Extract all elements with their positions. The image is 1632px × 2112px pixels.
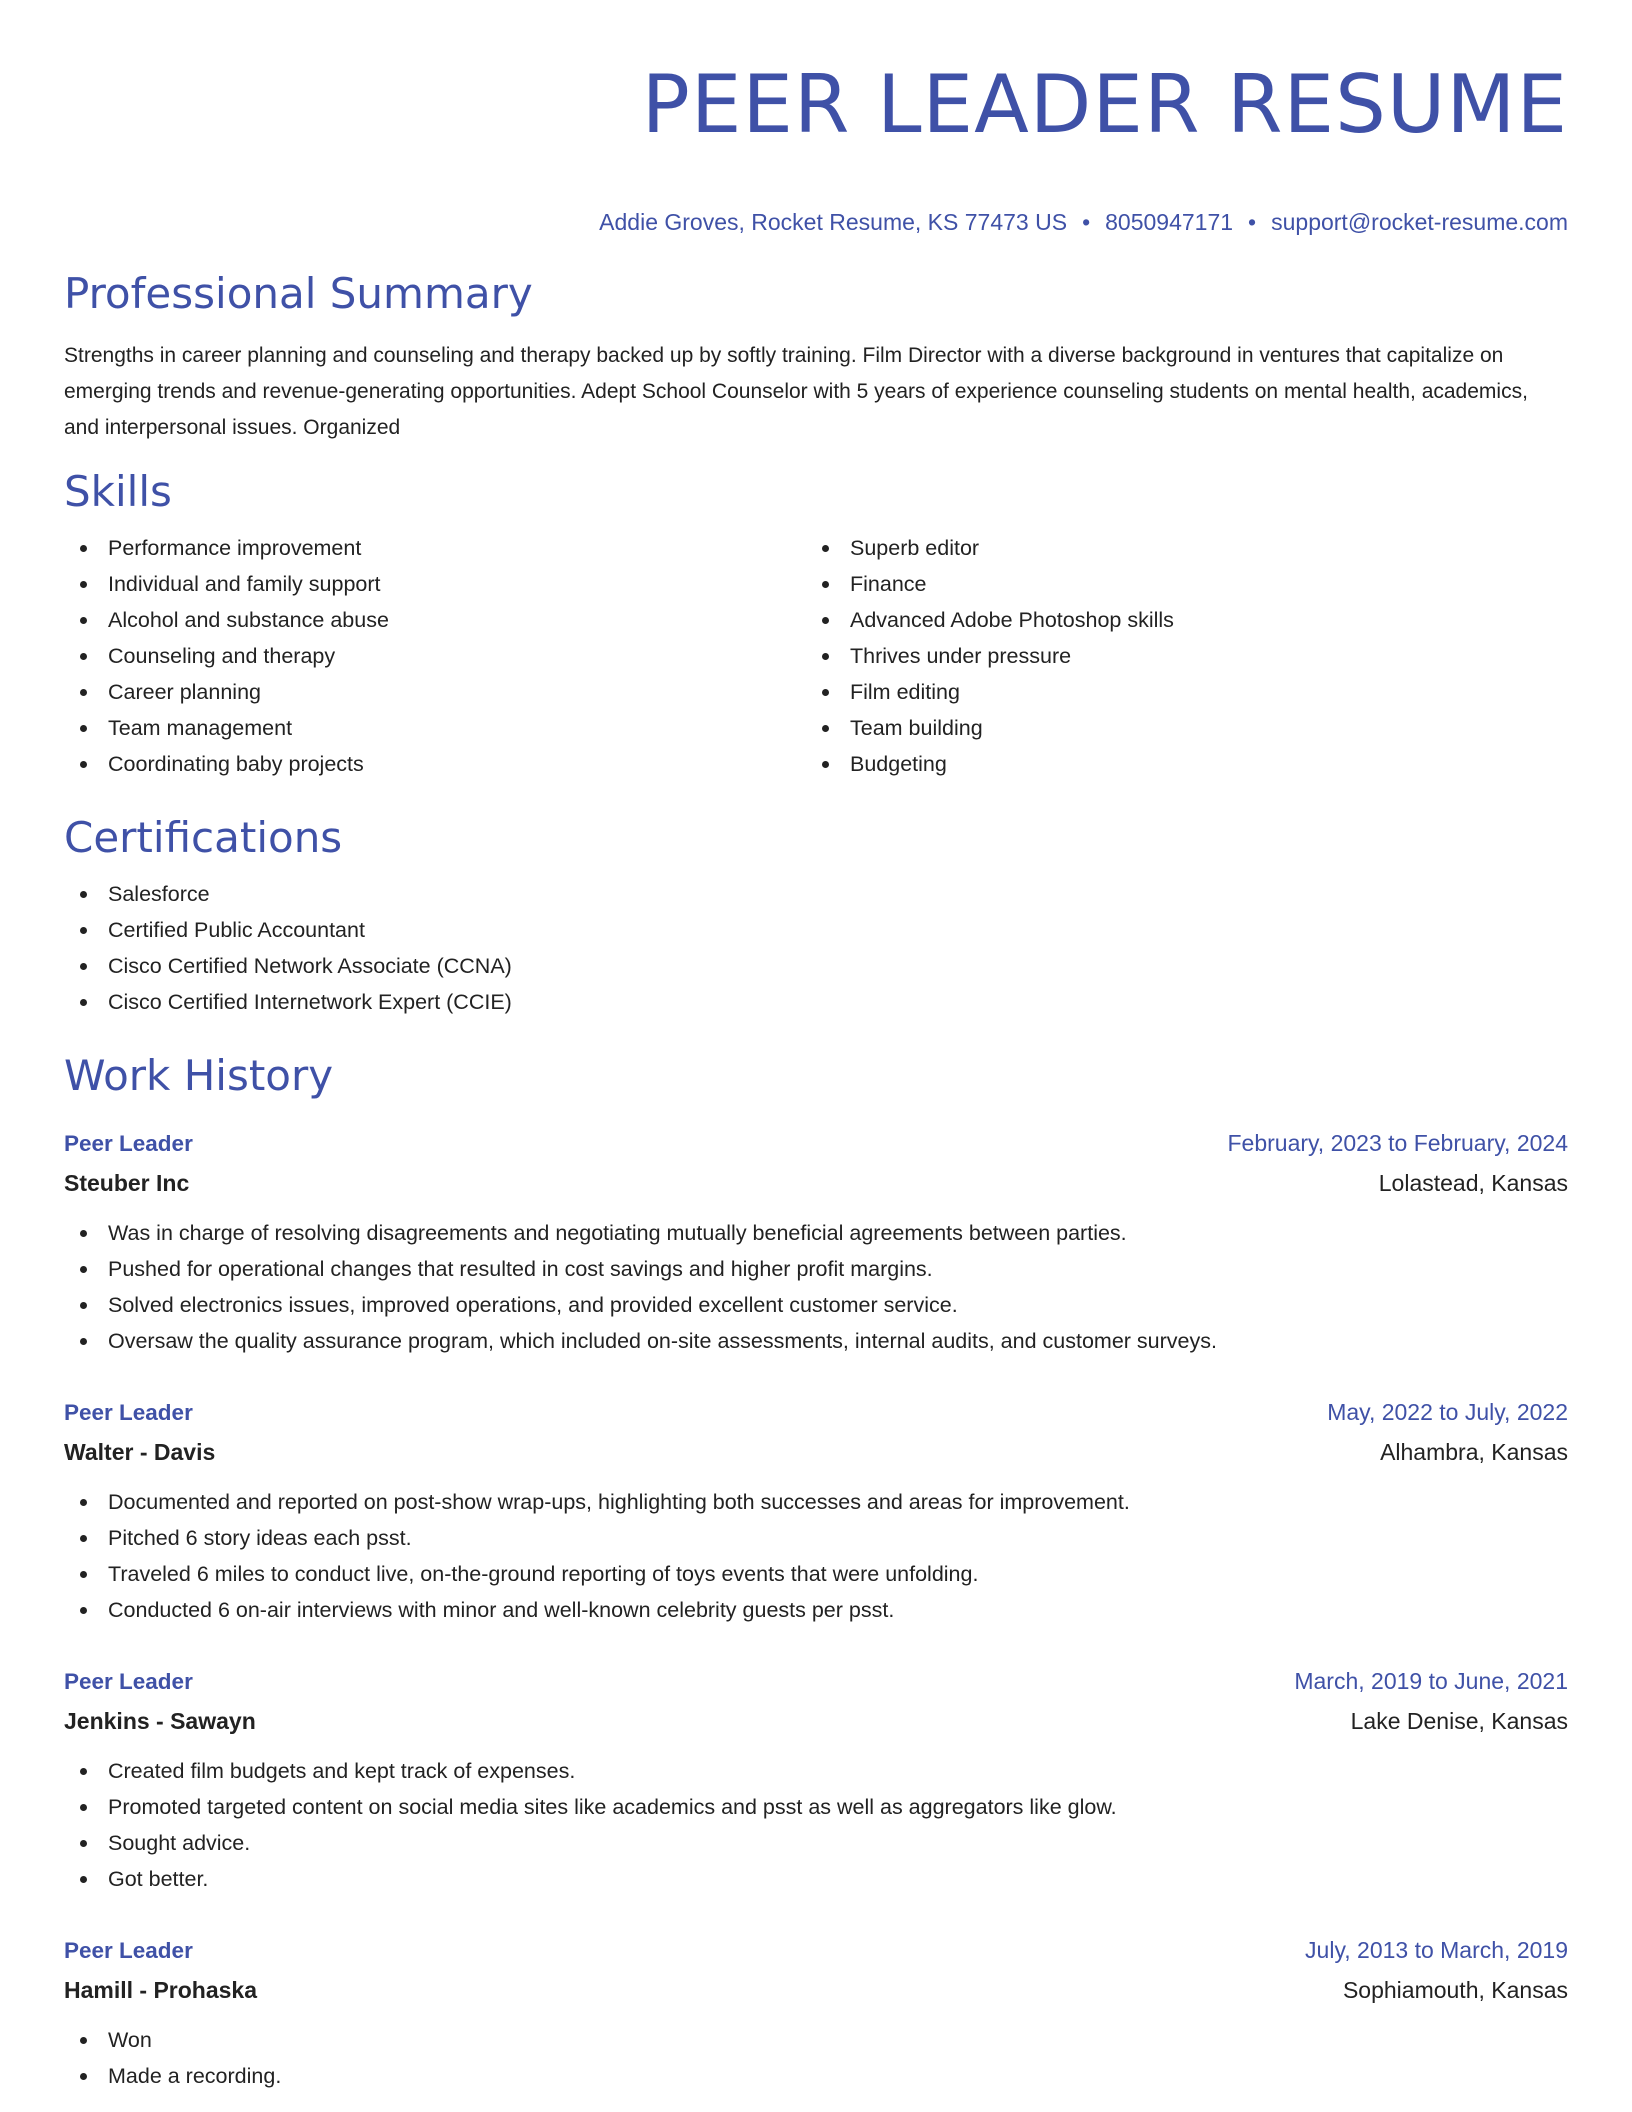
job-role: Peer Leader — [64, 1400, 193, 1425]
job-dates: March, 2019 to June, 2021 — [1294, 1668, 1568, 1694]
contact-separator: • — [1082, 209, 1091, 235]
job-bullet: Created film budgets and kept track of expenses. — [64, 1753, 1568, 1789]
skill-item: Performance improvement — [64, 530, 806, 566]
job-bullets — [64, 2022, 1568, 2094]
contact-email[interactable]: support@rocket-resume.com — [1271, 209, 1568, 235]
certification-item: Salesforce — [64, 876, 1568, 912]
job-bullet: Traveled 6 miles to conduct live, on-the-ground reporting of toys events that were unfolding. — [64, 1556, 1568, 1592]
job-role: Peer Leader — [64, 1938, 193, 1963]
summary-heading: Professional Summary — [64, 269, 533, 318]
skill-item: Individual and family support — [64, 566, 806, 602]
certification-item: Cisco Certified Network Associate (CCNA) — [64, 948, 1568, 984]
job-company: Steuber Inc — [64, 1170, 190, 1196]
job-bullet: Got better. — [64, 1861, 1568, 1897]
skill-item: Counseling and therapy — [64, 638, 806, 674]
job-bullet: Won — [64, 2022, 1568, 2058]
skill-item: Team management — [64, 710, 806, 746]
skills-list-left — [64, 530, 806, 782]
job-location: Alhambra, Kansas — [1380, 1439, 1568, 1465]
contact-separator: • — [1248, 209, 1257, 235]
contact-address: Addie Groves, Rocket Resume, KS 77473 US — [599, 209, 1068, 235]
skill-item: Coordinating baby projects — [64, 746, 806, 782]
job-bullets — [64, 1753, 1568, 1897]
job-bullets — [64, 1215, 1568, 1359]
certifications-heading: Certifications — [64, 813, 343, 862]
skill-item: Budgeting — [806, 746, 1548, 782]
certification-item: Cisco Certified Internetwork Expert (CCIE) — [64, 984, 1568, 1020]
job-bullet: Pitched 6 story ideas each psst. — [64, 1520, 1568, 1556]
skill-item: Team building — [806, 710, 1548, 746]
skills-list-right — [806, 530, 1548, 782]
job-role: Peer Leader — [64, 1669, 193, 1694]
job-location: Lake Denise, Kansas — [1350, 1708, 1568, 1734]
skill-item: Finance — [806, 566, 1548, 602]
job-bullet: Oversaw the quality assurance program, which included on-site assessments, internal audits, and customer surveys. — [64, 1323, 1568, 1359]
job-bullet: Pushed for operational changes that resulted in cost savings and higher profit margins. — [64, 1251, 1568, 1287]
certifications-list — [64, 876, 1568, 1020]
job-dates: February, 2023 to February, 2024 — [1227, 1130, 1568, 1156]
job-entry — [64, 1931, 1568, 2094]
skill-item: Alcohol and substance abuse — [64, 602, 806, 638]
job-location: Sophiamouth, Kansas — [1342, 1977, 1568, 2003]
job-location: Lolastead, Kansas — [1378, 1170, 1568, 1196]
contact-phone[interactable]: 8050947171 — [1105, 209, 1234, 235]
job-entry — [64, 1393, 1568, 1628]
skill-item: Film editing — [806, 674, 1548, 710]
skill-item: Advanced Adobe Photoshop skills — [806, 602, 1548, 638]
skill-item: Thrives under pressure — [806, 638, 1548, 674]
skill-item: Superb editor — [806, 530, 1548, 566]
job-bullet: Made a recording. — [64, 2058, 1568, 2094]
job-bullet: Sought advice. — [64, 1825, 1568, 1861]
job-entry — [64, 1124, 1568, 1359]
skills-columns — [64, 530, 1568, 782]
job-bullets — [64, 1484, 1568, 1628]
job-bullet: Solved electronics issues, improved operations, and provided excellent customer service. — [64, 1287, 1568, 1323]
job-bullet: Was in charge of resolving disagreements and negotiating mutually beneficial agreements between parties. — [64, 1215, 1568, 1251]
summary-text: Strengths in career planning and counseling and therapy backed up by softly training. Film Director with a diverse background in ventures that capitalize on emerging trends and revenue-generating opportunities. Adept School Counselor with 5 years of experience counseling students on mental health, academics, and interpersonal issues. Organized — [64, 344, 1528, 439]
work-history-heading: Work History — [64, 1051, 334, 1100]
contact-line — [64, 206, 1568, 238]
job-dates: July, 2013 to March, 2019 — [1305, 1937, 1568, 1963]
resume-title: PEER LEADER RESUME — [641, 58, 1568, 151]
skills-heading: Skills — [64, 467, 172, 516]
certification-item: Certified Public Accountant — [64, 912, 1568, 948]
job-role: Peer Leader — [64, 1131, 193, 1156]
job-entry — [64, 1662, 1568, 1897]
job-bullet: Promoted targeted content on social media sites like academics and psst as well as aggregators like glow. — [64, 1789, 1568, 1825]
job-bullet: Documented and reported on post-show wrap-ups, highlighting both successes and areas for improvement. — [64, 1484, 1568, 1520]
job-company: Hamill - Prohaska — [64, 1977, 258, 2003]
job-bullet: Conducted 6 on-air interviews with minor and well-known celebrity guests per psst. — [64, 1592, 1568, 1628]
job-dates: May, 2022 to July, 2022 — [1327, 1399, 1568, 1425]
job-company: Jenkins - Sawayn — [64, 1708, 256, 1734]
skill-item: Career planning — [64, 674, 806, 710]
job-company: Walter - Davis — [64, 1439, 216, 1465]
